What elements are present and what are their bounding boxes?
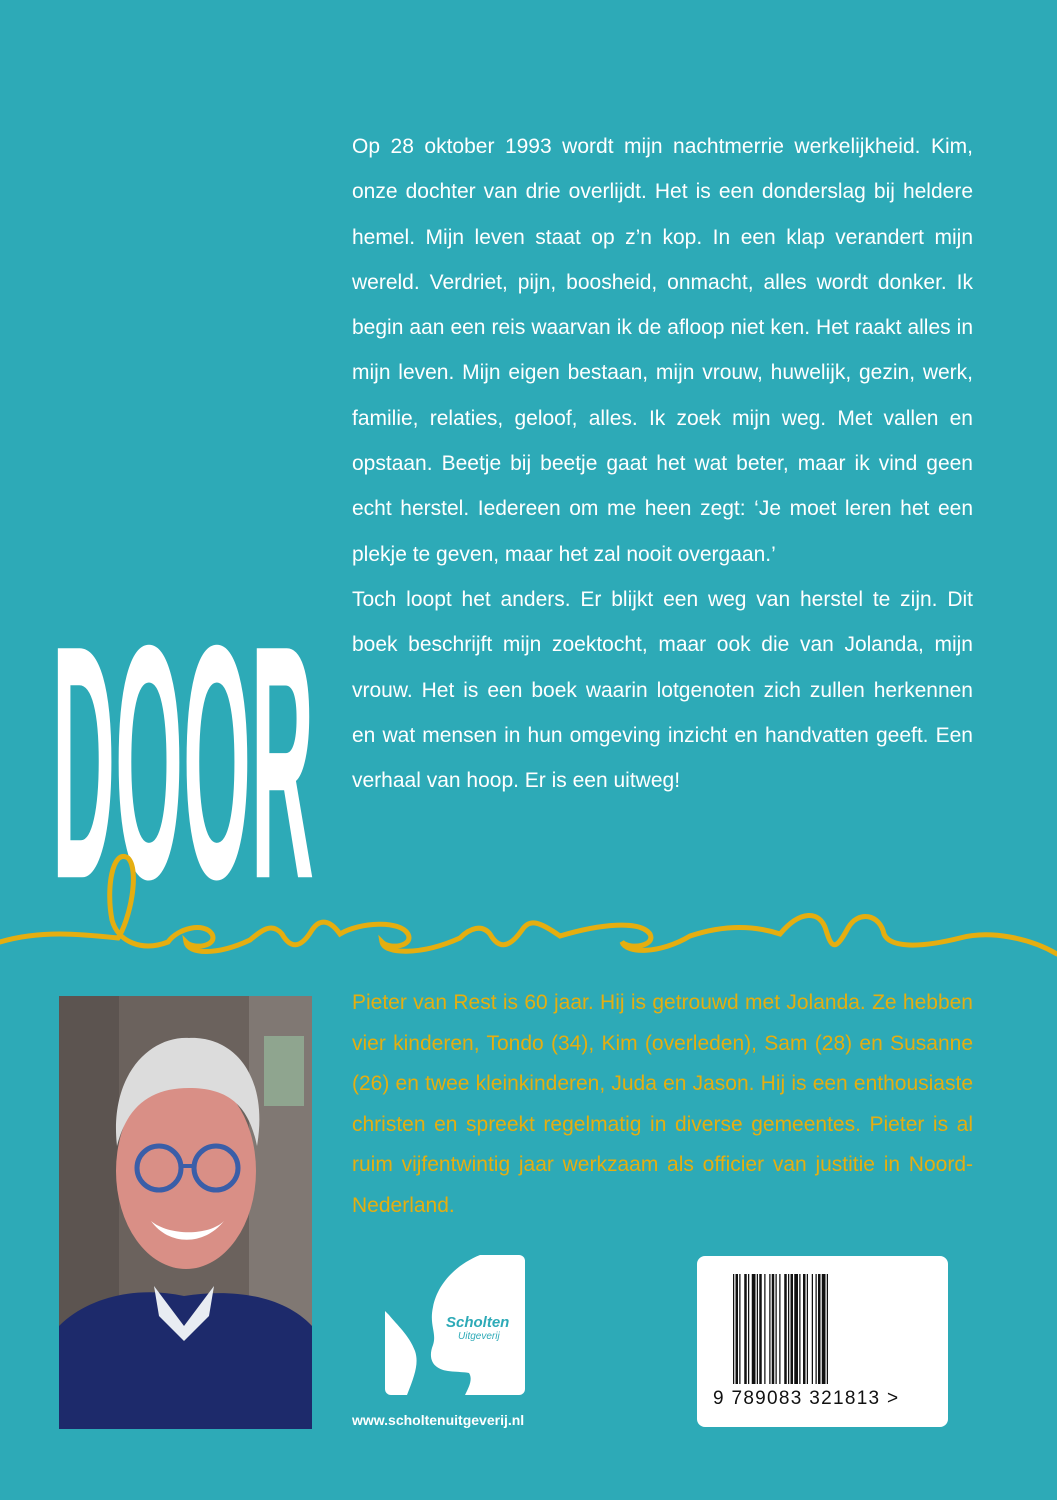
barcode-bar [818, 1274, 821, 1384]
barcode-bar [776, 1274, 777, 1384]
barcode-bar [816, 1274, 817, 1384]
barcode-bar [822, 1274, 826, 1384]
publisher-website-link[interactable]: www.scholtenuitgeverij.nl [352, 1412, 525, 1428]
barcode-bar [772, 1274, 775, 1384]
barcode-bar [803, 1274, 806, 1384]
barcode-bar [757, 1274, 758, 1384]
publisher-name: Scholten [446, 1314, 510, 1331]
blurb-paragraph-1: Op 28 oktober 1993 wordt mijn nachtmerrie werkelijkheid. Kim, onze dochter van drie overlijdt. Het is een donderslag bij heldere hemel. Mijn leven staat op z’n kop. In een klap verandert mijn wereld. Verdriet, pijn, boosheid, onmacht, alles wordt donker. Ik begin aan een reis waarvan ik de afloop niet ken. Het raakt alles in mijn leven. Mijn eigen bestaan, mijn vrouw, huwelijk, gezin, werk, familie, relaties, geloof, alles. Ik zoek mijn weg. Met vallen en opstaan. Beetje bij beetje gaat het wat beter, maar ik vind geen echt herstel. Iedereen om me heen zegt: ‘Je moet leren het een plekje te geven, maar het zal nooit overgaan.’ [352, 135, 973, 566]
barcode-bar [744, 1274, 747, 1384]
barcode-bar [791, 1274, 794, 1384]
barcode-bar [733, 1274, 734, 1384]
blurb-text [352, 124, 973, 803]
barcode-bar [788, 1274, 789, 1384]
title-leven-script [0, 830, 1057, 980]
barcode-bar [748, 1274, 749, 1384]
publisher-subname: Uitgeverij [458, 1331, 500, 1342]
barcode-bar [807, 1274, 808, 1384]
barcode-bar [759, 1274, 762, 1384]
barcode-bar [784, 1274, 787, 1384]
barcode-bar [752, 1274, 756, 1384]
barcode-bars [733, 1274, 901, 1384]
leven-script-line [0, 856, 1057, 954]
author-portrait-image [59, 996, 312, 1429]
barcode-bar [812, 1274, 813, 1384]
barcode-bar [779, 1274, 780, 1384]
title-door-text: DOOR [52, 576, 314, 893]
blurb-paragraph-2: Toch loopt het anders. Er blijkt een weg van herstel te zijn. Dit boek beschrijft mijn zoektocht, maar ook die van Jolanda, mijn vrouw. Het is een boek waarin lotgenoten zich zullen herkennen en wat mensen in hun omgeving inzicht en handvatten geeft. Een verhaal van hoop. Er is een uitweg! [352, 587, 973, 793]
barcode-bar [769, 1274, 770, 1384]
barcode-number: 9 789083 321813 > [713, 1388, 900, 1409]
barcode-bar [736, 1274, 739, 1384]
barcode-bar [827, 1274, 828, 1384]
barcode-bar [794, 1274, 798, 1384]
barcode-bar [799, 1274, 800, 1384]
barcode-bar [739, 1274, 740, 1384]
barcode-bar [764, 1274, 765, 1384]
author-bio: Pieter van Rest is 60 jaar. Hij is getrouwd met Jolanda. Ze hebben vier kinderen, Tondo (34), Kim (overleden), Sam (28) en Susanne (26) en twee kleinkinderen, Juda en Jason. Hij is een enthousiaste christen en spreekt regelmatig in diverse gemeentes. Pieter is al ruim vijfentwintig jaar werkzaam als officier van justitie in Noord-Nederland. [352, 991, 973, 1217]
barcode-label [697, 1256, 948, 1427]
author-photo [59, 996, 312, 1429]
